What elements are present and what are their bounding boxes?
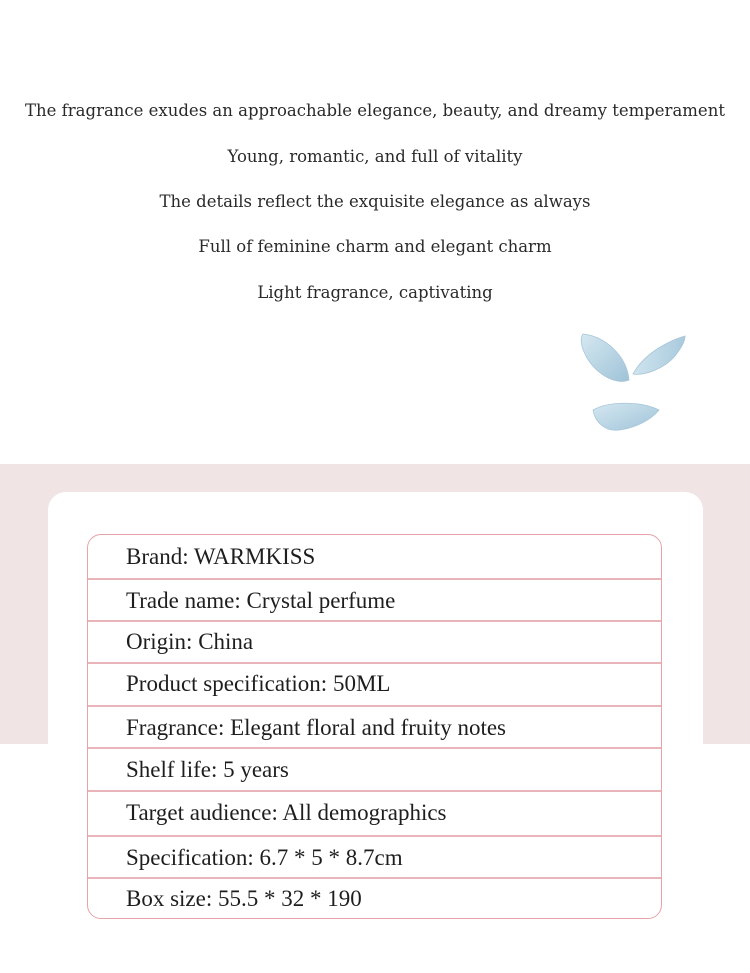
tagline-2: Young, romantic, and full of vitality — [227, 147, 523, 166]
spec-table — [87, 534, 662, 919]
spec-row-target-audience: Target audience: All demographics — [126, 800, 447, 825]
tagline-5: Light fragrance, captivating — [257, 283, 493, 302]
tagline-1: The fragrance exudes an approachable elegance, beauty, and dreamy temperament — [25, 101, 725, 120]
tagline-4: Full of feminine charm and elegant charm — [198, 237, 552, 256]
spec-row-origin: Origin: China — [126, 628, 254, 654]
spec-row-box-size: Box size: 55.5 * 32 * 190 — [126, 886, 362, 911]
tagline-3: The details reflect the exquisite elegance as always — [159, 192, 591, 211]
falling-petals-icon — [575, 328, 695, 438]
spec-row-shelf-life: Shelf life: 5 years — [126, 756, 289, 782]
spec-row-trade-name: Trade name: Crystal perfume — [126, 588, 396, 613]
spec-row-specification: Specification: 6.7 * 5 * 8.7cm — [126, 844, 403, 870]
spec-row-fragrance: Fragrance: Elegant floral and fruity notes — [126, 714, 506, 740]
spec-row-product-specification: Product specification: 50ML — [126, 670, 391, 696]
spec-row-brand: Brand: WARMKISS — [126, 543, 316, 569]
